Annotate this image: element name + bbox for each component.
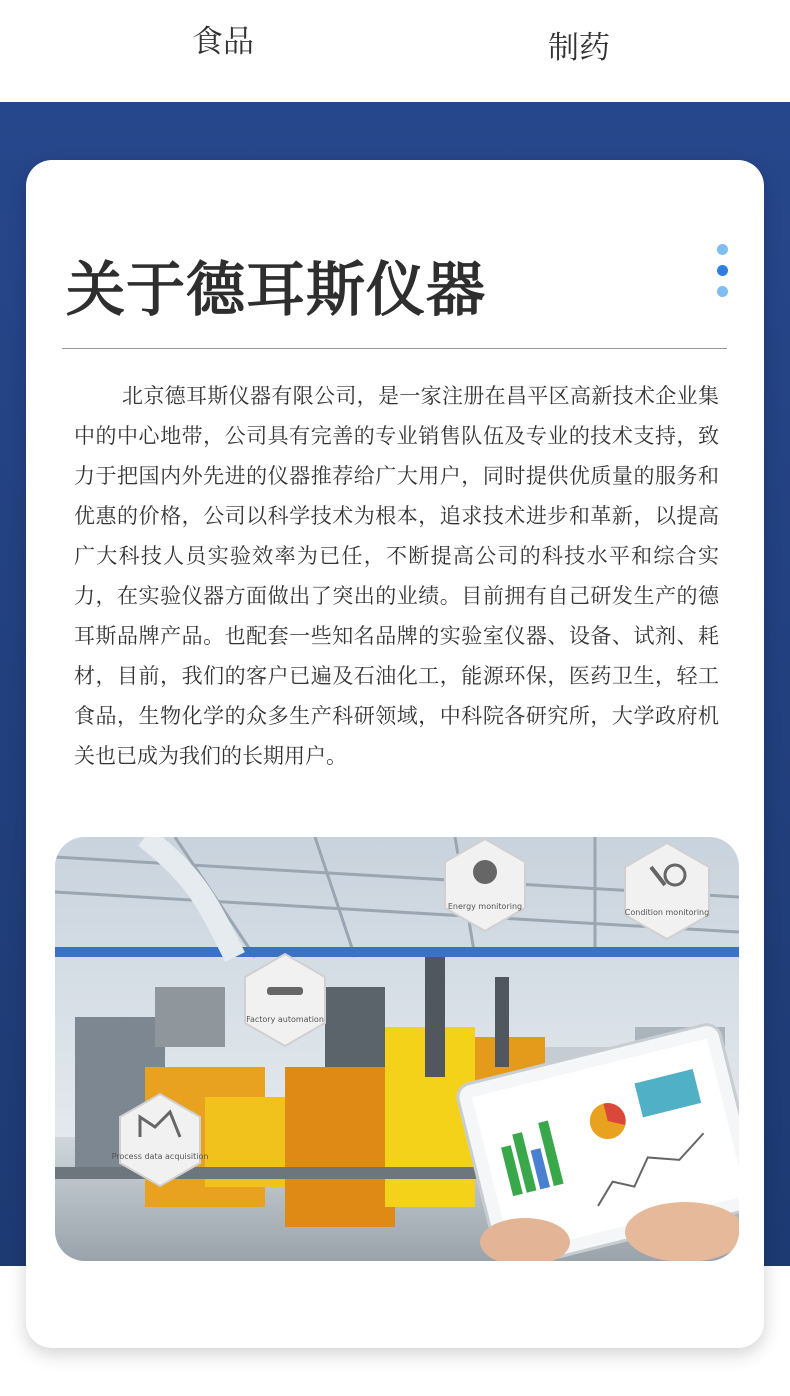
factory-illustration [55,837,739,1261]
dot-icon [717,265,728,276]
dot-icon [717,244,728,255]
factory-automation-photo [55,837,739,1261]
tab-pharma[interactable]: 制药 [548,30,610,66]
svg-text:Condition monitoring: Condition monitoring [624,908,710,917]
svg-text:Factory automation: Factory automation [246,1015,324,1024]
about-intro-text: 北京德耳斯仪器有限公司，是一家注册在昌平区高新技术企业集中的中心地带，公司具有完善的专业销售队伍及专业的技术支持，致力于把国内外先进的仪器推荐给广大用户，同时提供优质量的服务和优惠的价格，公司以科学技术为根本，追求技术进步和革新，以提高广大科技人员实验效率为已任，不断提高公司的科技水平和综合实力，在实验仪器方面做出了突出的业绩。目前拥有自己研发生产的德耳斯品牌产品。也配套一些知名品牌的实验室仪器、设备、试剂、耗材，目前，我们的客户已遍及石油化工，能源环保，医药卫生，轻工食品，生物化学的众多生产科研领域，中科院各研究所，大学政府机关也已成为我们的长期用户。 [74,384,719,768]
svg-text:Energy monitoring: Energy monitoring [447,902,523,911]
title-divider [62,348,727,349]
tab-food[interactable]: 食品 [192,24,254,60]
about-title: 关于德耳斯仪器 [66,255,487,324]
more-dots-icon[interactable] [717,244,729,298]
svg-text:Process data acquisition: Process data acquisition [111,1152,209,1161]
dot-icon [717,286,728,297]
about-card [26,160,764,1348]
category-tabs [0,0,790,102]
